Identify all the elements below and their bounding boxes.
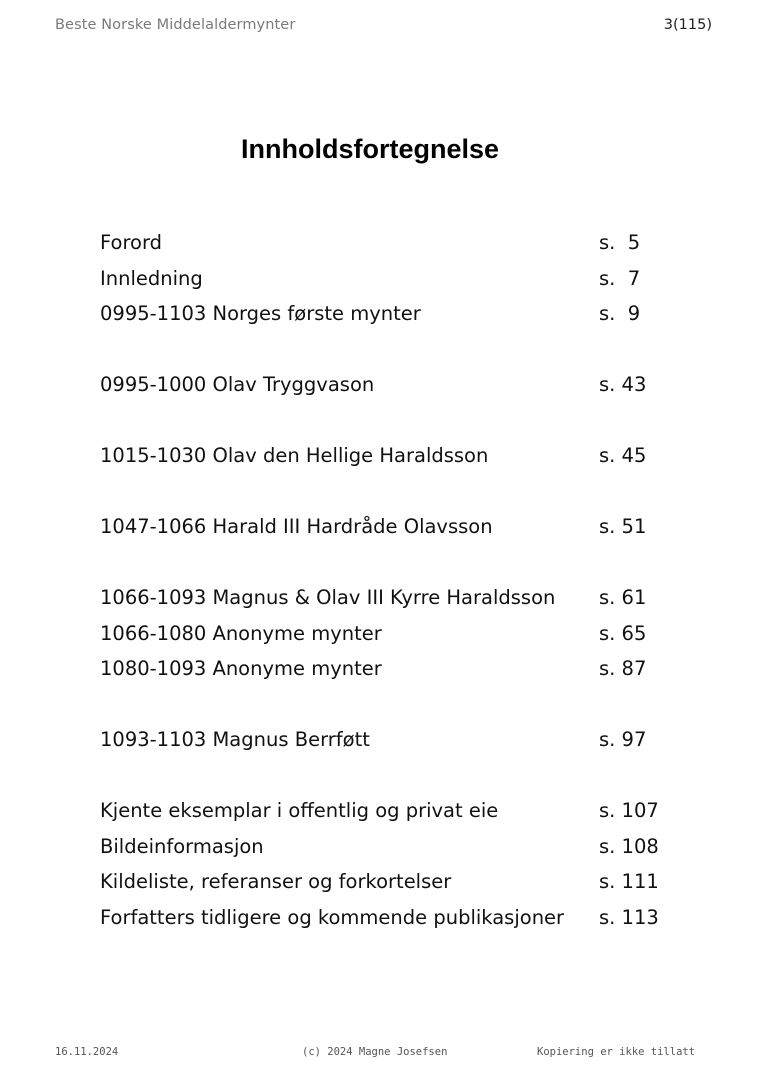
- toc-entry: [100, 264, 700, 300]
- toc-entry-page: s. 108: [599, 834, 659, 858]
- toc-entry-title: 1066-1080 Anonyme mynter: [100, 621, 382, 645]
- toc-entry: [100, 796, 700, 832]
- footer-date: 16.11.2024: [55, 1046, 119, 1058]
- toc-entry-title: Kjente eksemplar i offentlig og privat eie: [100, 799, 499, 822]
- toc-entry-page: s. 87: [599, 657, 647, 680]
- toc-entry-title: 0995-1000 Olav Tryggvason: [100, 373, 375, 396]
- toc-entry: [100, 441, 700, 477]
- toc-entry-title: Innledning: [100, 266, 203, 290]
- toc-entry: [100, 654, 700, 690]
- toc-entry: [100, 299, 700, 335]
- toc-entry-title: Kildeliste, referanser og forkortelser: [100, 870, 452, 893]
- toc-entry: [100, 832, 700, 868]
- toc-entry-page: s. 61: [599, 586, 647, 609]
- toc-entry-title: 0995-1103 Norges første mynter: [100, 302, 421, 325]
- toc-entry-title: Forfatters tidligere og kommende publikasjoner: [100, 905, 565, 929]
- toc-entry-page: s. 5: [599, 231, 641, 254]
- toc-entry-title: Bildeinformasjon: [100, 834, 264, 858]
- toc-entry: [100, 583, 700, 619]
- toc-entry-page: s. 45: [599, 444, 647, 467]
- toc-entry-page: s. 113: [599, 905, 659, 929]
- toc-entry-title: 1093-1103 Magnus Berrføtt: [100, 728, 370, 751]
- toc-entry: [100, 725, 700, 761]
- toc-entry-title: 1047-1066 Harald III Hardråde Olavsson: [100, 515, 493, 538]
- table-of-contents: [100, 228, 700, 938]
- toc-entry-page: s. 97: [599, 728, 647, 751]
- toc-entry-page: s. 65: [599, 621, 647, 645]
- toc-entry-page: s. 107: [599, 799, 659, 822]
- toc-entry-title: 1015-1030 Olav den Hellige Haraldsson: [100, 444, 489, 467]
- toc-entry: [100, 867, 700, 903]
- footer-copyright: (c) 2024 Magne Josefsen: [302, 1046, 448, 1058]
- toc-entry: [100, 903, 700, 939]
- page-number: 3(115): [663, 17, 712, 33]
- toc-entry-page: s. 7: [599, 266, 641, 290]
- toc-entry: [100, 619, 700, 655]
- toc-entry-title: 1080-1093 Anonyme mynter: [100, 657, 382, 680]
- toc-entry-page: s. 9: [599, 302, 641, 325]
- toc-entry-page: s. 51: [599, 515, 647, 538]
- running-header-title: Beste Norske Middelaldermynter: [55, 17, 296, 33]
- toc-entry: [100, 228, 700, 264]
- footer-copy-notice: Kopiering er ikke tillatt: [537, 1046, 696, 1058]
- toc-entry: [100, 512, 700, 548]
- toc-entry-title: Forord: [100, 231, 163, 254]
- toc-entry-page: s. 111: [599, 870, 659, 893]
- toc-entry-page: s. 43: [599, 373, 647, 396]
- page-title: Innholdsfortegnelse: [240, 134, 500, 164]
- toc-entry-title: 1066-1093 Magnus & Olav III Kyrre Haraldsson: [100, 586, 556, 609]
- toc-entry: [100, 370, 700, 406]
